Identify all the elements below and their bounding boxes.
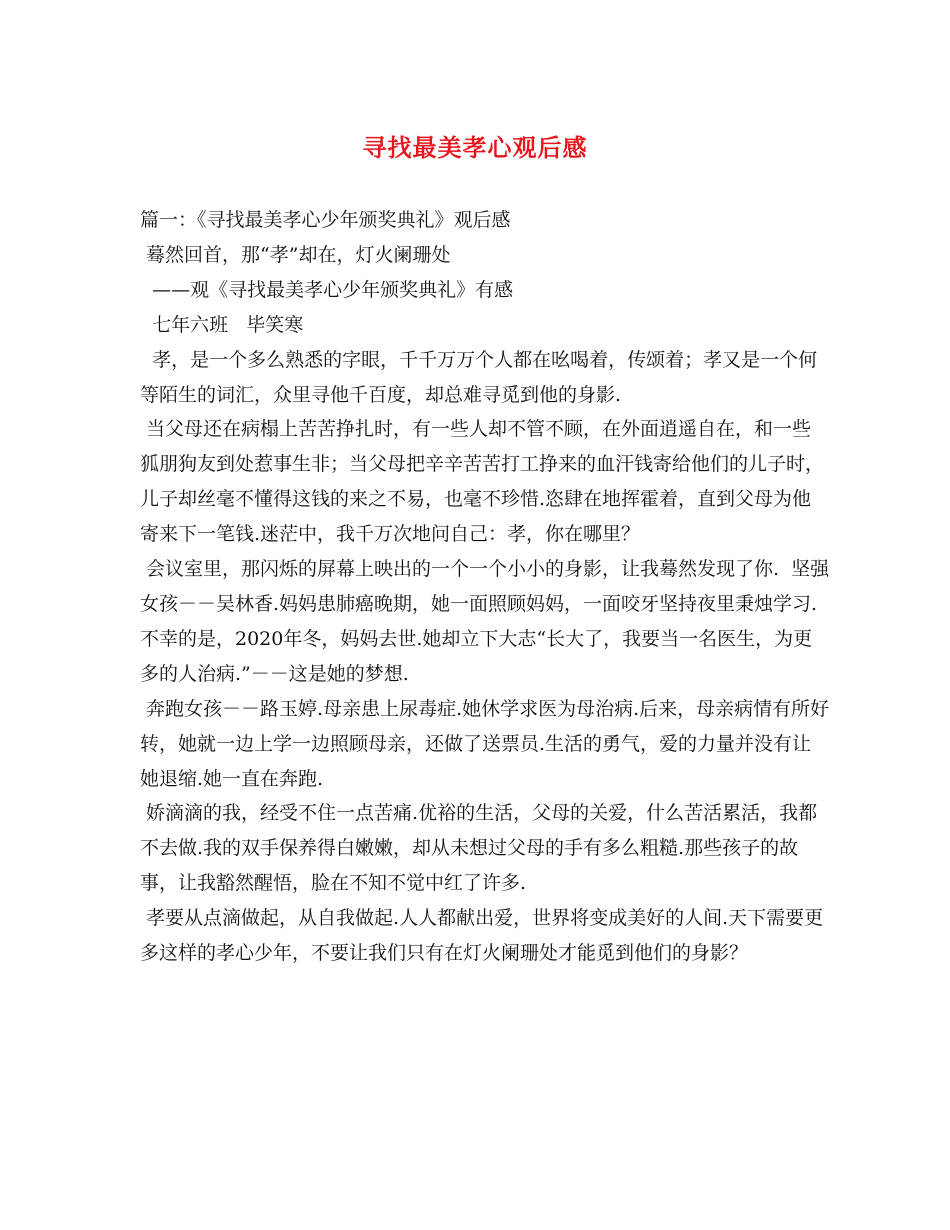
paragraph-body: 孝，是一个多么熟悉的字眼，千千万万个人都在吆喝着，传颂着；孝又是一个何等陌生的词汇，众里寻他千百度，却总难寻觅到他的身影. xyxy=(140,348,818,406)
document-title: 寻找最美孝心观后感 xyxy=(362,133,588,162)
paragraph-section-heading: 篇一：《寻找最美孝心少年颁奖典礼》观后感 xyxy=(140,209,511,231)
paragraph-body: 孝要从点滴做起，从自我做起.人人都献出爱，世界将变成美好的人间.天下需要更多这样的孝心少年，不要让我们只有在灯火阑珊处才能觅到他们的身影？ xyxy=(140,907,824,965)
paragraph-author: 七年六班 毕笑寒 xyxy=(140,313,304,336)
paragraph-body: 娇滴滴的我，经受不住一点苦痛.优裕的生活，父母的关爱，什么苦活累活，我都不去做.我的双手保养得白嫩嫩，却从未想过父母的手有多么粗糙.那些孩子的故事，让我豁然醒悟，脸在不知不觉中红了许多. xyxy=(140,802,818,895)
paragraph-essay-title: 蓦然回首，那“孝”却在，灯火阑珊处 xyxy=(140,243,451,266)
paragraph-body: 会议室里，那闪烁的屏幕上映出的一个一个小小的身影，让我蓦然发现了你. 坚强女孩－－吴林香.妈妈患肺癌晚期，她一面照顾妈妈，一面咬牙坚持夜里秉烛学习.不幸的是，2020年冬，妈妈去世.她却立下大志“长大了，我要当一名医生，为更多的人治病.”－－这是她的梦想. xyxy=(140,558,830,685)
document-body xyxy=(140,203,830,971)
paragraph-body: 当父母还在病榻上苦苦挣扎时，有一些人却不管不顾，在外面逍遥自在，和一些狐朋狗友到处惹事生非；当父母把辛辛苦苦打工挣来的血汗钱寄给他们的儿子时，儿子却丝毫不懂得这钱的来之不易，也毫不珍惜.恣肆在地挥霍着，直到父母为他寄来下一笔钱.迷茫中，我千万次地问自己：孝，你在哪里？ xyxy=(140,418,825,546)
paragraph-body: 奔跑女孩－－路玉婷.母亲患上尿毒症.她休学求医为母治病.后来，母亲病情有所好转，她就一边上学一边照顾母亲，还做了送票员.生活的勇气，爱的力量并没有让她退缩.她一直在奔跑. xyxy=(140,697,830,790)
paragraph-essay-subtitle: ——观《寻找最美孝心少年颁奖典礼》有感 xyxy=(140,278,514,301)
